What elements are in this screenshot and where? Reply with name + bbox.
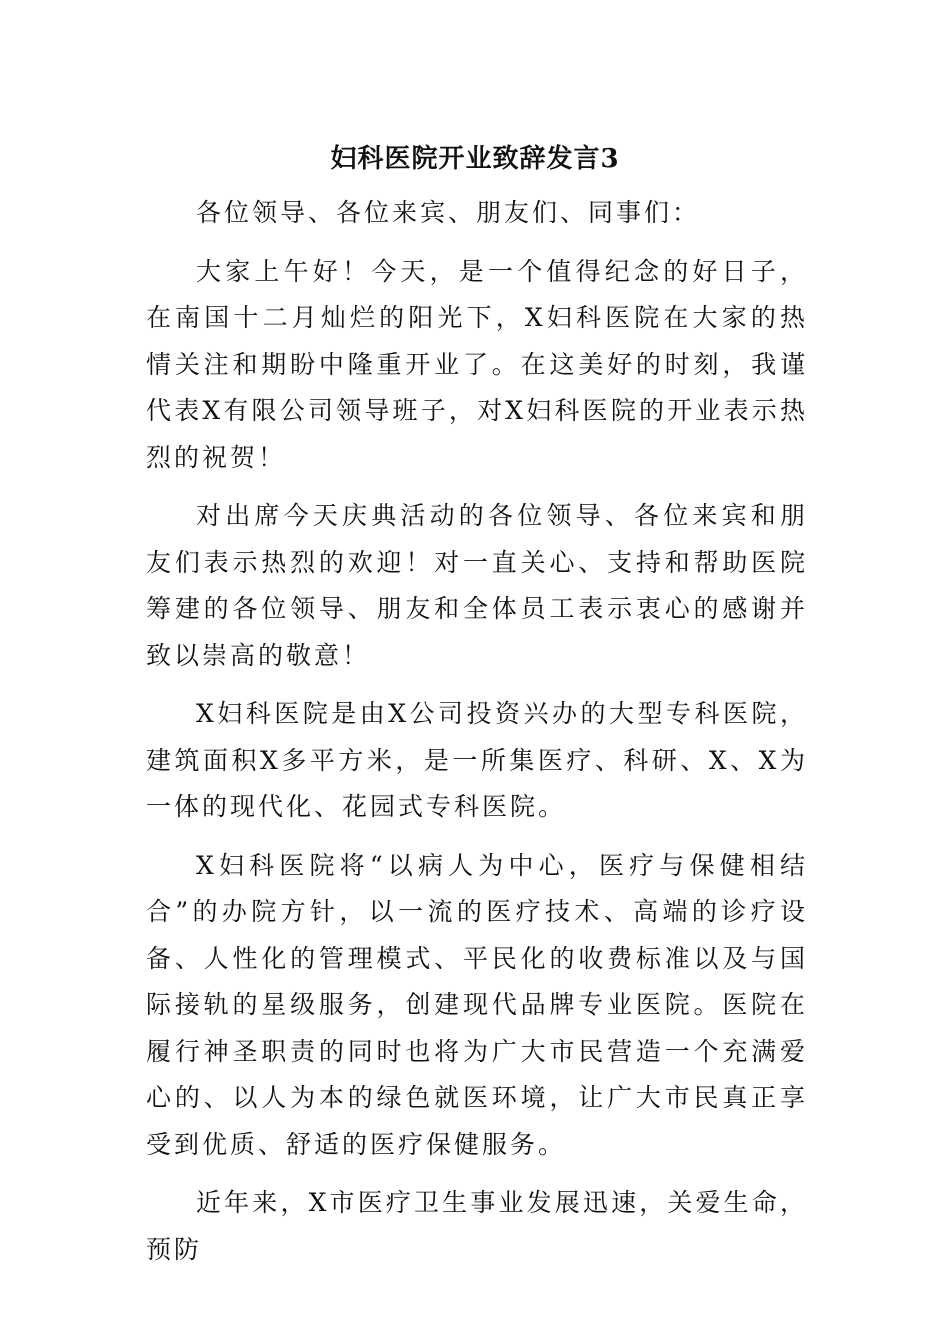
salutation: 各位领导、各位来宾、朋友们、同事们：: [196, 198, 701, 227]
paragraph-5: 近年来，X市医疗卫生事业发展迅速，关爱生命，预防: [146, 1188, 808, 1264]
paragraph-2: 对出席今天庆典活动的各位领导、各位来宾和朋友们表示热烈的欢迎！对一直关心、支持和帮助医院筹建的各位领导、朋友和全体员工表示衷心的感谢并致以崇高的敬意！: [146, 501, 808, 670]
document-body: [146, 190, 808, 1285]
paragraph-4: X妇科医院将“以病人为中心，医疗与保健相结合”的办院方针，以一流的医疗技术、高端的诊疗设备、人性化的管理模式、平民化的收费标准以及与国际接轨的星级服务，创建现代品牌专业医院。医院在履行神圣职责的同时也将为广大市民营造一个充满爱心的、以人为本的绿色就医环境，让广大市民真正享受到优质、舒适的医疗保健服务。: [146, 850, 808, 1159]
paragraph-3: X妇科医院是由X公司投资兴办的大型专科医院，建筑面积X多平方米，是一所集医疗、科研、X、X为一体的现代化、花园式专科医院。: [146, 699, 808, 821]
paragraph-1: 大家上午好！今天，是一个值得纪念的好日子，在南国十二月灿烂的阳光下，X妇科医院在大家的热情关注和期盼中隆重开业了。在这美好的时刻，我谨代表X有限公司领导班子，对X妇科医院的开业表示热烈的祝贺！: [146, 256, 808, 472]
document-title: 妇科医院开业致辞发言3: [330, 144, 620, 174]
